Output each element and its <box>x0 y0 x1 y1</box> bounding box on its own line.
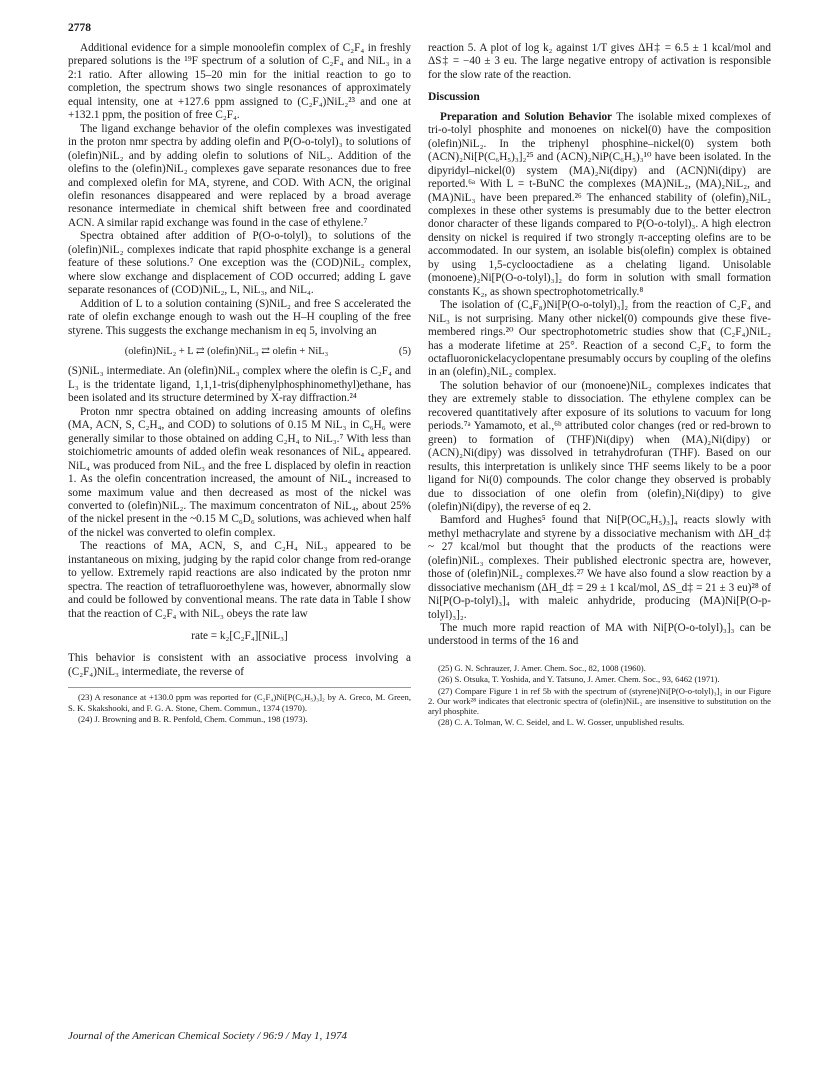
paragraph: The isolation of (C₄F₈)Ni[P(O-o-tolyl)₃]₂ from the reaction of C₂F₄ and NiL₃ is not surprising. Many other nickel(0) compounds give these five-membered rings.²⁰ Our spectrophotometric studies show that (C₂F₄)NiL₂ has a moderate lifetime at 25°. Reaction of a second C₂F₄ to form the octafluoronickelacyclopentane presumably occurs by coupling of the olefins in an (olefin)₂NiL₂ complex. <box>428 299 771 379</box>
paragraph: This behavior is consistent with an associative process involving a (C₂F₄)NiL₃ intermediate, the reverse of <box>68 652 411 678</box>
journal-footer: Journal of the American Chemical Society / 96:9 / May 1, 1974 <box>68 1030 348 1042</box>
footnote: (24) J. Browning and B. R. Penfold, Chem. Commun., 198 (1973). <box>78 713 308 724</box>
left-column <box>68 42 411 725</box>
paragraph: (S)NiL₃ intermediate. An (olefin)NiL₃ complex where the olefin is C₂F₄ and L₃ is the tridentate ligand, 1,1,1-tris(diphenylphosphinomethyl)ethane, has been isolated and its structure determined by X-ray diffraction.²⁴ <box>68 365 411 405</box>
footnote: (23) A resonance at +130.0 ppm was reported for (C₂F₄)Ni[P(C₆H₅)₃]₂ by A. Greco, M. Green, S. K. Skakshooki, and F. G. A. Stone, Chem. Commun., 1374 (1970). <box>68 692 411 713</box>
footnote: (25) G. N. Schrauzer, J. Amer. Chem. Soc., 82, 1008 (1960). <box>438 662 646 673</box>
paragraph: Addition of L to a solution containing (S)NiL₂ and free S accelerated the rate of olefin exchange enough to wash out the H–H coupling of the free styrene. This suggests the exchange mechanism in eq 5, involving an <box>68 297 411 337</box>
run-in-heading: Preparation and Solution Behavior <box>440 110 613 123</box>
paragraph: Bamford and Hughes⁵ found that Ni[P(OC₆H₅)₃]₄ reacts slowly with methyl methacrylate and styrene by a dissociative mechanism with ΔH_d‡ ~ 27 kcal/mol but thought that the products of the reactions were (olefin)NiL₃ complexes. Their published electronic spectra are, however, those of (olefin)NiL₂ complexes.²⁷ We have also found a slow reaction by a dissociative mechanism (ΔH_d‡ = 29 ± 1 kcal/mol, ΔS_d‡ = 21 ± 3 eu)²⁸ of Ni[P(O-p-tolyl)₃]₄ with maleic anhydride, producing (MA)Ni[P(O-p-tolyl)₃]₂. <box>428 514 771 621</box>
paragraph: The ligand exchange behavior of the olefin complexes was investigated in the proton nmr spectra by adding olefin and P(O-o-tolyl)₃ to solutions of (olefin)NiL₂ and by adding olefin to solutions of NiL₃. Addition of the olefins to the (olefin)NiL₂ complexes gave separate resonances due to free and complexed olefin for MA, styrene, and COD. With ACN, the original olefin resonances disappeared and were replaced by a broad average resonance intermediate in chemical shift between free and coordinated ACN. A similar rapid exchange was found in the case of ethylene.⁷ <box>68 122 411 229</box>
equation-number: (5) <box>398 345 411 357</box>
paragraph: The much more rapid reaction of MA with Ni[P(O-o-tolyl)₃]₃ can be understood in terms of the 16 and <box>428 622 771 648</box>
footnotes-left <box>68 687 411 724</box>
paragraph: The solution behavior of our (monoene)NiL₂ complexes indicates that they are extremely stable to dissociation. The ethylene complex can be recovered quantitatively after exposure of its solutions to vacuum for long periods.⁷ᵃ Yamamoto, et al.,⁶ᵇ attributed color changes (red or red-brown to green) to formation of (THF)Ni(dipy) when (MA)₂Ni(dipy) or (ACN)₂Ni(dipy) was dissolved in tetrahydrofuran (THF). Based on our results, this interpretation is unlikely since THF seems likely to be a poor ligand for Ni(0) compounds. The color change they observed is probably due to dissociation of one olefin from (olefin)₂Ni(dipy) to give (olefin)Ni(dipy), the reverse of eq 2. <box>428 379 771 513</box>
footnote: (28) C. A. Tolman, W. C. Seidel, and L. W. Gosser, unpublished results. <box>438 717 685 728</box>
equation-5 <box>68 345 411 358</box>
paragraph: Additional evidence for a simple monoolefin complex of C₂F₄ in freshly prepared solutions is the ¹⁹F spectrum of a solution of C₂F₄ and NiL₃ in a 2:1 ratio. After allowing 15–20 min for the initial reaction to go to completion, the spectrum shows two single resonances of approximately equal intensity, one at +127.6 ppm assigned to (C₂F₄)NiL₂²³ and one at +132.1 ppm, the position of free C₂F₄. <box>68 42 411 122</box>
footnote: (27) Compare Figure 1 in ref 5b with the spectrum of (styrene)Ni[P(O-o-tolyl)₃]₂ in our Figure 2. Our work²⁸ indicates that electronic spectra of (olefin)NiL₂ are insensitive to substitution on the aryl phosphite. <box>428 685 771 717</box>
equation-body: (olefin)NiL₂ + L ⇄ (olefin)NiL₃ ⇄ olefin + NiL₃ <box>124 345 329 357</box>
rate-law-equation: rate = k₂[C₂F₄][NiL₃] <box>191 630 288 643</box>
paragraph-text: The isolable mixed complexes of tri-o-tolyl phosphite and monoenes on nickel(0) have the composition (olefin)NiL₂. In the triphenyl phosphine–nickel(0) system both (ACN)₂Ni[P(C₆H₅)₃]₂²⁵ and (ACN)₂NiP(C₆H₅)₃¹⁰ have been isolated. In the dipyridyl–nickel(0) system (MA)₂Ni(dipy) and (ACN)Ni(dipy) are reported.⁶ᵃ With L = t-BuNC the complexes (MA)NiL₂, (MA)₂NiL₂, and (MA)NiL₃ have been prepared.²⁶ The enhanced stability of (olefin)₂NiL₂ complexes in these other systems is presumably due to the better electron donor character of these ligands compared to P(O-o-tolyl)₃. A high electron density on nickel is required if two strongly π-accepting olefins are to be accommodated. In our system, an isolable bis(olefin) complex is obtained by using 1,5-cyclooctadiene as a chelating ligand. Unisolable (monoene)₂Ni[P(O-o-tolyl)₃]₂ do form in solution with small formation constants K₂, as shown spectrophotometrically.⁸ <box>428 110 771 298</box>
paragraph <box>428 111 771 299</box>
paragraph: Spectra obtained after addition of P(O-o-tolyl)₃ to solutions of the (olefin)NiL₂ complexes indicate that rapid phosphite exchange is a general feature of these solutions.⁷ One exception was the (COD)NiL₂ complex, where slow exchange and displacement of COD occurred; adding L gave separate resonances of (COD)NiL₂, L, NiL₃, and NiL₄. <box>68 230 411 297</box>
paragraph: The reactions of MA, ACN, S, and C₂H₄ NiL₃ appeared to be instantaneous on mixing, judging by the rapid color change from red-orange to yellow. Extremely rapid reactions are also indicated by the proton nmr spectra. The reaction of tetrafluoroethylene was, however, abnormally slow and could be followed by conventional means. The rate data in Table I show that the reaction of C₂F₄ with NiL₃ obeys the rate law <box>68 540 411 620</box>
section-heading: Discussion <box>428 91 480 104</box>
paragraph: reaction 5. A plot of log k₂ against 1/T gives ΔH‡ = 6.5 ± 1 kcal/mol and ΔS‡ = −40 ± 3 eu. The large negative entropy of activation is responsible for the slow rate of the reaction. <box>428 42 771 81</box>
footnotes-right <box>428 663 771 728</box>
page-number: 2778 <box>68 22 91 34</box>
paragraph: Proton nmr spectra obtained on adding increasing amounts of olefins (MA, ACN, S, C₂H₄, and COD) to solutions of 0.15 M NiL₃ in C₆H₆ were generally similar to those obtained on adding C₂H₄ to NiL₃.⁷ With less than stoichiometric amounts of added olefin weak resonances of NiL₄ appeared. NiL₄ was produced from NiL₃ and the free L displaced by olefin in reaction 1. As the olefin concentration increased, the amount of NiL₄ increased to some maximum value and then decreased as most of the nickel was converted to (olefin)NiL₂. The maximum concentraton of NiL₄, about 25% of the nickel present in the ~0.15 M C₆D₆ solutions, was achieved when half of the nickel was converted to olefin complex. <box>68 405 411 539</box>
right-column <box>428 42 771 729</box>
footnote: (26) S. Otsuka, T. Yoshida, and Y. Tatsuno, J. Amer. Chem. Soc., 93, 6462 (1971). <box>438 674 720 685</box>
